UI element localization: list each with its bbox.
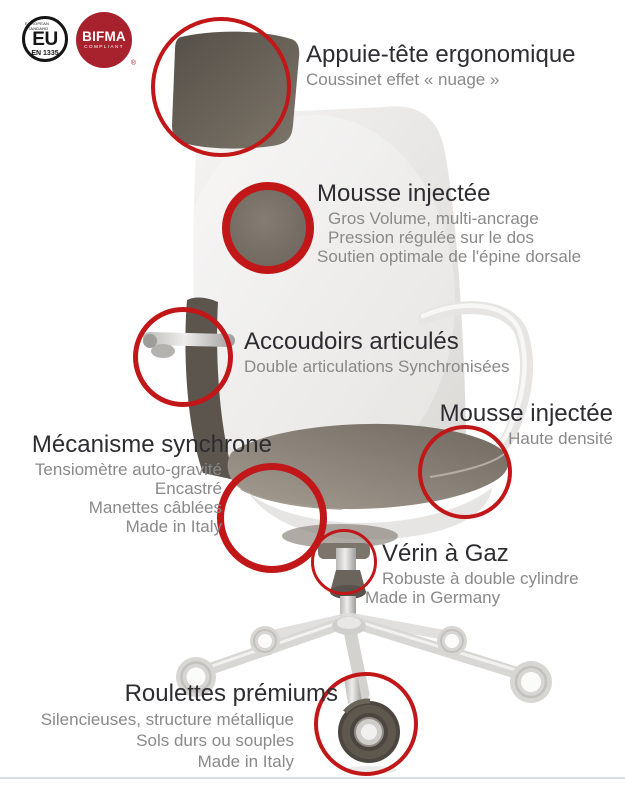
feature-back-foam-line: Soutien optimale de l'épine dorsale: [317, 247, 582, 266]
feature-gas-lift-line: Robuste à double cylindre: [382, 569, 579, 588]
feature-mechanism-line: Encastré: [154, 479, 222, 498]
feature-casters-line: Sols durs ou souples: [136, 731, 294, 750]
feature-mechanism-line: Tensiomètre auto-gravité: [34, 460, 222, 479]
feature-headrest-title: Appuie-tête ergonomique: [306, 41, 576, 68]
eu-badge-standard: EUROPEAN STANDARD: [25, 21, 50, 31]
bifma-compliant-badge: [76, 12, 136, 68]
feature-headrest-line: Coussinet effet « nuage »: [306, 70, 500, 89]
eu-en1335-badge: [22, 16, 68, 62]
feature-headrest: [306, 42, 576, 89]
feature-casters-line: Made in Italy: [197, 752, 294, 771]
feature-seat-foam-line: Haute densité: [508, 429, 613, 448]
feature-mechanism-title: Mécanisme synchrone: [31, 431, 272, 458]
feature-mechanism-line: Manettes câblées: [88, 498, 222, 517]
feature-armrests-line: Double articulations Synchronisées: [244, 357, 510, 376]
highlight-ring-headrest: [151, 17, 291, 157]
feature-armrests-title: Accoudoirs articulés: [244, 328, 459, 355]
feature-back-foam-line: Pression régulée sur le dos: [328, 228, 535, 247]
feature-mechanism-line: Made in Italy: [125, 517, 222, 536]
feature-seat-foam: [440, 401, 613, 448]
floor-line: [0, 777, 625, 779]
registered-mark: ®: [130, 60, 136, 67]
feature-casters-title: Roulettes prémiums: [124, 680, 338, 707]
eu-badge-norm: EN 1335: [31, 50, 59, 57]
highlight-ring-gas-lift: [311, 529, 377, 595]
feature-gas-lift-line: Made in Germany: [365, 588, 501, 607]
feature-casters: [40, 680, 338, 772]
highlight-ring-back-foam: [222, 182, 314, 274]
feature-gas-lift: [365, 540, 579, 607]
feature-back-foam-title: Mousse injectée: [317, 180, 491, 207]
feature-mechanism: [31, 431, 272, 536]
feature-armrests: [244, 329, 510, 376]
feature-back-foam: [317, 181, 581, 266]
base-hub: [332, 617, 366, 635]
feature-seat-foam-title: Mousse injectée: [439, 400, 613, 427]
highlight-ring-armrest: [133, 307, 233, 407]
feature-casters-line: Silencieuses, structure métallique: [40, 710, 294, 729]
feature-back-foam-line: Gros Volume, multi-ancrage: [328, 209, 539, 228]
bifma-badge-name: BIFMA: [82, 28, 126, 44]
bifma-badge-compliant: COMPLIANT: [84, 44, 124, 50]
eu-badge-code: EU: [32, 29, 58, 50]
feature-gas-lift-title: Vérin à Gaz: [382, 540, 509, 567]
